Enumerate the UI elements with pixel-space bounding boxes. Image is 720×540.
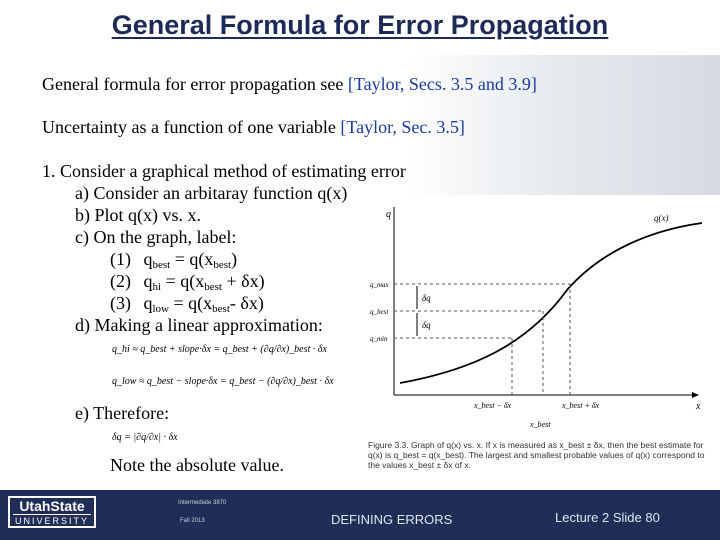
general-formula-reference: [Taylor, Secs. 3.5 and 3.9]: [347, 74, 537, 94]
uncertainty-reference: [Taylor, Sec. 3.5]: [340, 117, 465, 137]
figure-graph: [362, 195, 720, 475]
x-minus-label: x_best − δx: [474, 401, 512, 410]
equation-q-low: q_low ≈ q_best − slope·δx = q_best − (∂q/∂x)_best · δx: [112, 376, 334, 387]
formula-end: ): [231, 249, 238, 269]
q-axis-label: q: [386, 209, 391, 220]
topic-label: DEFINING ERRORS: [331, 512, 453, 527]
x-best-label: x_best: [530, 420, 551, 429]
q-subscript: best: [152, 259, 171, 271]
label-1-num: (1): [110, 249, 131, 269]
general-formula-text: General formula for error propagation see: [42, 74, 344, 94]
x-axis-arrow: [692, 392, 699, 398]
curve-label: q(x): [654, 213, 669, 223]
q-max-label: q_max: [370, 281, 389, 289]
q-symbol: q: [143, 293, 153, 313]
term-label: Fall 2013: [180, 518, 205, 524]
item-a: a) Consider an arbitaray function q(x): [75, 183, 348, 203]
figure-caption: Figure 3.3. Graph of q(x) vs. x. If x is measured as x_best ± δx, then the best estimate for q(x) is q_best = q(x_best). The largest and smallest probable values of q(x) correspond to the values x_best ± δx of x.: [368, 440, 705, 470]
dq-label-lower: δq: [422, 320, 431, 330]
x-subscript: best: [204, 281, 222, 293]
graph-svg: [362, 195, 720, 440]
label-q-hi: [110, 271, 265, 293]
uncertainty-text: Uncertainty as a function of one variable: [42, 117, 336, 137]
formula-end: - δx): [229, 293, 264, 313]
q-symbol: q: [143, 249, 153, 269]
item-1: 1. Consider a graphical method of estimating error: [42, 161, 406, 181]
q-best-label: q_best: [370, 308, 389, 316]
x-plus-label: x_best + δx: [562, 401, 600, 410]
equation-q-hi: q_hi ≈ q_best + slope·δx = q_best + (∂q/∂x)_best · δx: [112, 344, 327, 355]
formula-eq: = q(x: [169, 293, 213, 313]
label-3-num: (3): [110, 293, 131, 313]
x-subscript: best: [213, 259, 232, 271]
formula-eq: = q(x: [161, 271, 205, 291]
university-logo: [8, 496, 96, 528]
item-b: b) Plot q(x) vs. x.: [75, 205, 201, 225]
formula-eq: = q(x: [170, 249, 214, 269]
item-c: c) On the graph, label:: [75, 227, 237, 247]
logo-line-2: UNIVERSITY: [14, 516, 89, 526]
item-d: d) Making a linear approximation:: [75, 315, 323, 335]
q-curve: [400, 223, 702, 383]
course-label: Intermediate 3870: [178, 500, 227, 506]
label-2-num: (2): [110, 271, 131, 291]
absolute-value-note: Note the absolute value.: [110, 455, 284, 475]
q-subscript: hi: [152, 281, 162, 293]
general-formula-line: [42, 74, 537, 95]
formula-end: + δx): [221, 271, 265, 291]
footer-bar: [0, 490, 720, 540]
lecture-slide-label: Lecture 2 Slide 80: [555, 510, 660, 525]
label-q-low: [110, 293, 264, 315]
q-symbol: q: [143, 271, 153, 291]
q-min-label: q_min: [370, 335, 388, 343]
x-axis-label: x: [696, 401, 701, 412]
dq-label-upper: δq: [422, 293, 431, 303]
equation-delta-q: δq = |∂q/∂x| · δx: [112, 432, 178, 443]
label-q-best: [110, 249, 237, 271]
slide-title: General Formula for Error Propagation: [111, 10, 609, 40]
x-subscript: best: [212, 303, 230, 315]
uncertainty-line: [42, 117, 465, 138]
item-e: e) Therefore:: [75, 403, 170, 423]
logo-line-1: UtahState: [19, 498, 85, 514]
q-subscript: low: [152, 303, 169, 315]
